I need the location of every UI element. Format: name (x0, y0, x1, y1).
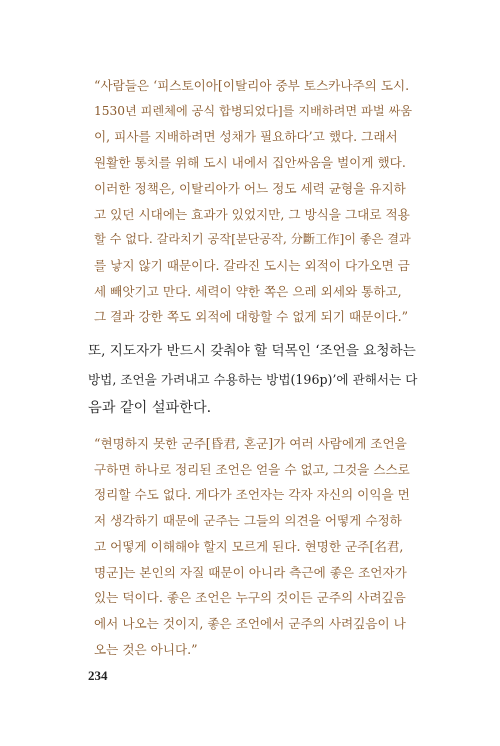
quote-line: 있는 덕이다. 좋은 조언은 누구의 것이든 군주의 사려깊음 (94, 590, 406, 606)
quote-block-factions (94, 73, 412, 330)
quote-line: 이, 피사를 지배하려면 성채가 필요하다’고 했다. 그래서 (94, 129, 398, 145)
quote-line: “사람들은 ‘피스토이아[이탈리아 중부 토스카나주의 도시. (94, 78, 410, 93)
quote-line: 저 생각하기 때문에 군주는 그들의 의견을 어떻게 수정하 (94, 513, 402, 529)
quote-line: 고 있던 시대에는 효과가 있었지만, 그 방식을 그대로 적용 (94, 206, 410, 222)
quote-block-advice (94, 431, 412, 662)
body-line: 음과 같이 설파한다. (88, 400, 212, 416)
quote-line: 명군]는 본인의 자질 때문이 아니라 측근에 좋은 조언자가 (94, 564, 407, 580)
quote-line: 를 낳지 않기 때문이다. 갈라진 도시는 외적이 다가오면 금 (94, 257, 410, 273)
body-line: 또, 지도자가 반드시 갖춰야 할 덕목인 ‘조언을 요청하는 (88, 343, 416, 359)
body-paragraph (88, 337, 418, 423)
quote-line: 고 어떻게 이해해야 할지 모르게 된다. 현명한 군주[名君, (94, 538, 404, 554)
quote-line: 이러한 정책은, 이탈리아가 어느 정도 세력 균형을 유지하 (94, 180, 406, 196)
quote-line: 그 결과 강한 쪽도 외적에 대항할 수 없게 되기 때문이다.” (94, 309, 409, 325)
quote-line: 오는 것은 아니다.” (94, 641, 198, 657)
quote-line: 원활한 통치를 위해 도시 내에서 집안싸움을 벌이게 했다. (94, 155, 406, 171)
quote-line: 할 수 없다. 갈라치기 공작[분단공작, 分斷工作]이 좋은 결과 (94, 232, 411, 247)
quote-line: 정리할 수도 없다. 게다가 조언자는 각자 자신의 이익을 먼 (94, 487, 410, 503)
quote-line: 구하면 하나로 정리된 조언은 얻을 수 없고, 그것을 스스로 (94, 461, 410, 477)
quote-line: “현명하지 못한 군주[昏君, 혼군]가 여러 사람에게 조언을 (94, 436, 407, 451)
page-number: 234 (88, 668, 108, 683)
quote-line: 에서 나오는 것이지, 좋은 조언에서 군주의 사려깊음이 나 (94, 615, 406, 631)
quote-line: 1530년 피렌체에 공식 합병되었다]를 지배하려면 파벌 싸움 (94, 103, 413, 118)
quote-line: 세 빼앗기고 만다. 세력이 약한 쪽은 으레 외세와 통하고, (94, 283, 402, 299)
body-line: 방법, 조언을 가려내고 수용하는 방법(196p)’에 관해서는 다 (88, 371, 418, 387)
